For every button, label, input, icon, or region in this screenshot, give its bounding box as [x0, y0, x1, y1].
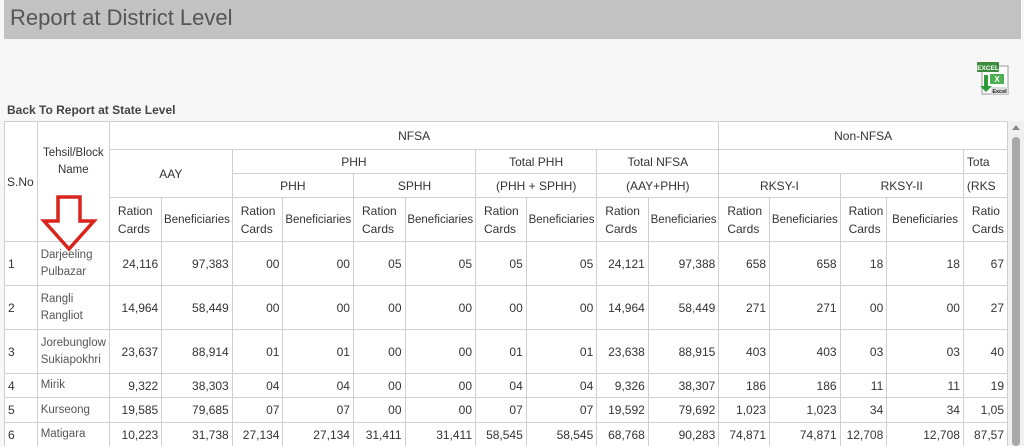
header-rksy-2: RKSY-II [840, 174, 963, 198]
header-total-phh-ration-cards: Ration Cards [476, 198, 527, 242]
header-sphh-ration-cards: Ration Cards [353, 198, 405, 242]
excel-icon-label-top: EXCEL [977, 65, 999, 72]
cell-phh-ben: 04 [283, 374, 354, 398]
cell-trks-rc: 87,57 [963, 423, 1007, 446]
cell-sno: 2 [5, 286, 38, 330]
cell-tnfsa-ben: 97,388 [648, 242, 719, 286]
table-row [5, 286, 1008, 330]
table-row [5, 374, 1008, 398]
cell-phh-ben: 27,134 [283, 423, 354, 446]
cell-rksy1-rc: 403 [719, 330, 770, 374]
cell-name: Mirik [37, 374, 109, 398]
header-non-nfsa: Non-NFSA [719, 122, 1008, 150]
header-rksy1-beneficiaries: Beneficiaries [770, 198, 841, 242]
cell-aay-rc: 9,322 [109, 374, 161, 398]
cell-rksy2-ben: 11 [887, 374, 964, 398]
cell-aay-rc: 19,585 [109, 398, 161, 423]
cell-sphh-rc: 31,411 [353, 423, 405, 446]
cell-tphh-rc: 07 [476, 398, 527, 423]
cell-rksy2-rc: 12,708 [840, 423, 887, 446]
cell-rksy2-rc: 18 [840, 242, 887, 286]
cell-aay-rc: 23,637 [109, 330, 161, 374]
cell-tnfsa-ben: 38,307 [648, 374, 719, 398]
cell-name: Jorebunglow Sukiapokhri [37, 330, 109, 374]
cell-name: Darjeeling Pulbazar [37, 242, 109, 286]
page-title: Report at District Level [10, 5, 233, 30]
cell-tnfsa-rc: 9,326 [597, 374, 649, 398]
cell-trks-rc: 1,05 [963, 398, 1007, 423]
cell-tphh-rc: 04 [476, 374, 527, 398]
header-sno: S.No [5, 122, 38, 242]
cell-phh-rc: 01 [232, 330, 283, 374]
cell-rksy2-ben: 34 [887, 398, 964, 423]
cell-tphh-ben: 01 [526, 330, 597, 374]
header-rksy2-beneficiaries: Beneficiaries [887, 198, 964, 242]
header-total-nfsa-beneficiaries: Beneficiaries [648, 198, 719, 242]
cell-tnfsa-rc: 68,768 [597, 423, 649, 446]
cell-aay-ben: 31,738 [162, 423, 233, 446]
cell-tphh-ben: 00 [526, 286, 597, 330]
cell-sphh-rc: 00 [353, 330, 405, 374]
cell-rksy1-ben: 403 [770, 330, 841, 374]
cell-rksy2-ben: 12,708 [887, 423, 964, 446]
cell-phh-rc: 07 [232, 398, 283, 423]
cell-rksy1-ben: 271 [770, 286, 841, 330]
cell-tnfsa-rc: 14,964 [597, 286, 649, 330]
cell-rksy2-rc: 34 [840, 398, 887, 423]
cell-sphh-rc: 05 [353, 242, 405, 286]
header-phh-plus-sphh: (PHH + SPHH) [476, 174, 597, 198]
cell-rksy1-ben: 186 [770, 374, 841, 398]
cell-rksy2-rc: 00 [840, 286, 887, 330]
header-rksy1-ration-cards: Ration Cards [719, 198, 770, 242]
cell-rksy2-rc: 11 [840, 374, 887, 398]
cell-rksy2-ben: 00 [887, 286, 964, 330]
header-sphh-beneficiaries: Beneficiaries [405, 198, 476, 242]
table-row [5, 330, 1008, 374]
cell-tphh-ben: 58,545 [526, 423, 597, 446]
vertical-scrollbar[interactable] [1008, 121, 1024, 446]
header-rksy2-ration-cards: Ration Cards [840, 198, 887, 242]
cell-tnfsa-ben: 90,283 [648, 423, 719, 446]
scrollbar-thumb[interactable] [1012, 137, 1020, 446]
cell-tnfsa-ben: 58,449 [648, 286, 719, 330]
table-row [5, 423, 1008, 446]
header-aay-plus-phh: (AAY+PHH) [597, 174, 719, 198]
cell-aay-rc: 14,964 [109, 286, 161, 330]
cell-tphh-rc: 05 [476, 242, 527, 286]
cell-tnfsa-rc: 24,121 [597, 242, 649, 286]
cell-aay-ben: 79,685 [162, 398, 233, 423]
cell-rksy2-ben: 18 [887, 242, 964, 286]
cell-phh-ben: 00 [283, 242, 354, 286]
cell-tnfsa-rc: 23,638 [597, 330, 649, 374]
header-rks-cut: (RKS [963, 174, 1007, 198]
cell-sphh-ben: 00 [405, 374, 476, 398]
header-total-phh-beneficiaries: Beneficiaries [526, 198, 597, 242]
cell-trks-rc: 27 [963, 286, 1007, 330]
cell-rksy1-rc: 1,023 [719, 398, 770, 423]
cell-sphh-rc: 00 [353, 286, 405, 330]
header-rksy-1: RKSY-I [719, 174, 840, 198]
cell-phh-rc: 00 [232, 286, 283, 330]
cell-sphh-ben: 31,411 [405, 423, 476, 446]
cell-tnfsa-ben: 79,692 [648, 398, 719, 423]
cell-aay-rc: 24,116 [109, 242, 161, 286]
cell-rksy1-rc: 74,871 [719, 423, 770, 446]
cell-trks-rc: 67 [963, 242, 1007, 286]
cell-rksy1-rc: 658 [719, 242, 770, 286]
cell-phh-rc: 04 [232, 374, 283, 398]
cell-phh-ben: 01 [283, 330, 354, 374]
cell-tphh-rc: 00 [476, 286, 527, 330]
cell-sphh-ben: 00 [405, 398, 476, 423]
page-header [4, 0, 1021, 39]
excel-icon-label-bottom: Excel [992, 89, 1007, 95]
cell-sphh-ben: 05 [405, 242, 476, 286]
header-total-rks-ration-cards-cut: Ratio Cards [963, 198, 1007, 242]
excel-export-icon[interactable] [976, 60, 1010, 96]
cell-sphh-rc: 00 [353, 398, 405, 423]
cell-rksy2-ben: 03 [887, 330, 964, 374]
cell-trks-rc: 40 [963, 330, 1007, 374]
cell-aay-ben: 88,914 [162, 330, 233, 374]
cell-aay-ben: 38,303 [162, 374, 233, 398]
table-row [5, 398, 1008, 423]
cell-phh-rc: 27,134 [232, 423, 283, 446]
cell-sno: 1 [5, 242, 38, 286]
cell-name: Rangli Rangliot [37, 286, 109, 330]
cell-sphh-ben: 00 [405, 286, 476, 330]
cell-name: Kurseong [37, 398, 109, 423]
header-phh-beneficiaries: Beneficiaries [283, 198, 354, 242]
header-total-nfsa-ration-cards: Ration Cards [597, 198, 649, 242]
cell-trks-rc: 19 [963, 374, 1007, 398]
header-aay-beneficiaries: Beneficiaries [162, 198, 233, 242]
cell-rksy1-ben: 658 [770, 242, 841, 286]
cell-aay-ben: 97,383 [162, 242, 233, 286]
cell-sphh-ben: 00 [405, 330, 476, 374]
cell-tnfsa-rc: 19,592 [597, 398, 649, 423]
cell-rksy1-ben: 74,871 [770, 423, 841, 446]
cell-aay-ben: 58,449 [162, 286, 233, 330]
cell-tphh-rc: 58,545 [476, 423, 527, 446]
cell-tphh-rc: 01 [476, 330, 527, 374]
cell-sno: 3 [5, 330, 38, 374]
cell-tphh-ben: 07 [526, 398, 597, 423]
cell-rksy1-rc: 186 [719, 374, 770, 398]
header-tehsil-block-name: Tehsil/Block Name [37, 122, 109, 242]
header-nfsa: NFSA [109, 122, 718, 150]
district-report-table-wrap [4, 121, 1008, 446]
header-aay-ration-cards: Ration Cards [109, 198, 161, 242]
table-row [5, 242, 1008, 286]
header-total-rks-cut: Tota [963, 150, 1007, 174]
header-phh-group: PHH [232, 150, 475, 174]
cell-rksy1-ben: 1,023 [770, 398, 841, 423]
cell-sno: 5 [5, 398, 38, 423]
cell-aay-rc: 10,223 [109, 423, 161, 446]
district-report-table [4, 121, 1008, 446]
cell-name: Matigara [37, 423, 109, 446]
cell-tnfsa-ben: 88,915 [648, 330, 719, 374]
cell-phh-ben: 00 [283, 286, 354, 330]
header-phh-ration-cards: Ration Cards [232, 198, 283, 242]
header-phh: PHH [232, 174, 353, 198]
header-non-nfsa-blank [719, 150, 964, 174]
cell-sno: 6 [5, 423, 38, 446]
scroll-up-arrow-icon[interactable] [1012, 125, 1020, 130]
header-aay: AAY [109, 150, 232, 198]
header-total-nfsa: Total NFSA [597, 150, 719, 174]
cell-tphh-ben: 05 [526, 242, 597, 286]
header-total-phh: Total PHH [476, 150, 597, 174]
svg-text:X: X [994, 75, 1000, 84]
cell-sphh-rc: 00 [353, 374, 405, 398]
cell-phh-ben: 07 [283, 398, 354, 423]
cell-rksy1-rc: 271 [719, 286, 770, 330]
cell-phh-rc: 00 [232, 242, 283, 286]
header-sphh: SPHH [353, 174, 475, 198]
cell-sno: 4 [5, 374, 38, 398]
cell-rksy2-rc: 03 [840, 330, 887, 374]
back-to-state-link[interactable]: Back To Report at State Level [7, 103, 176, 117]
cell-tphh-ben: 04 [526, 374, 597, 398]
